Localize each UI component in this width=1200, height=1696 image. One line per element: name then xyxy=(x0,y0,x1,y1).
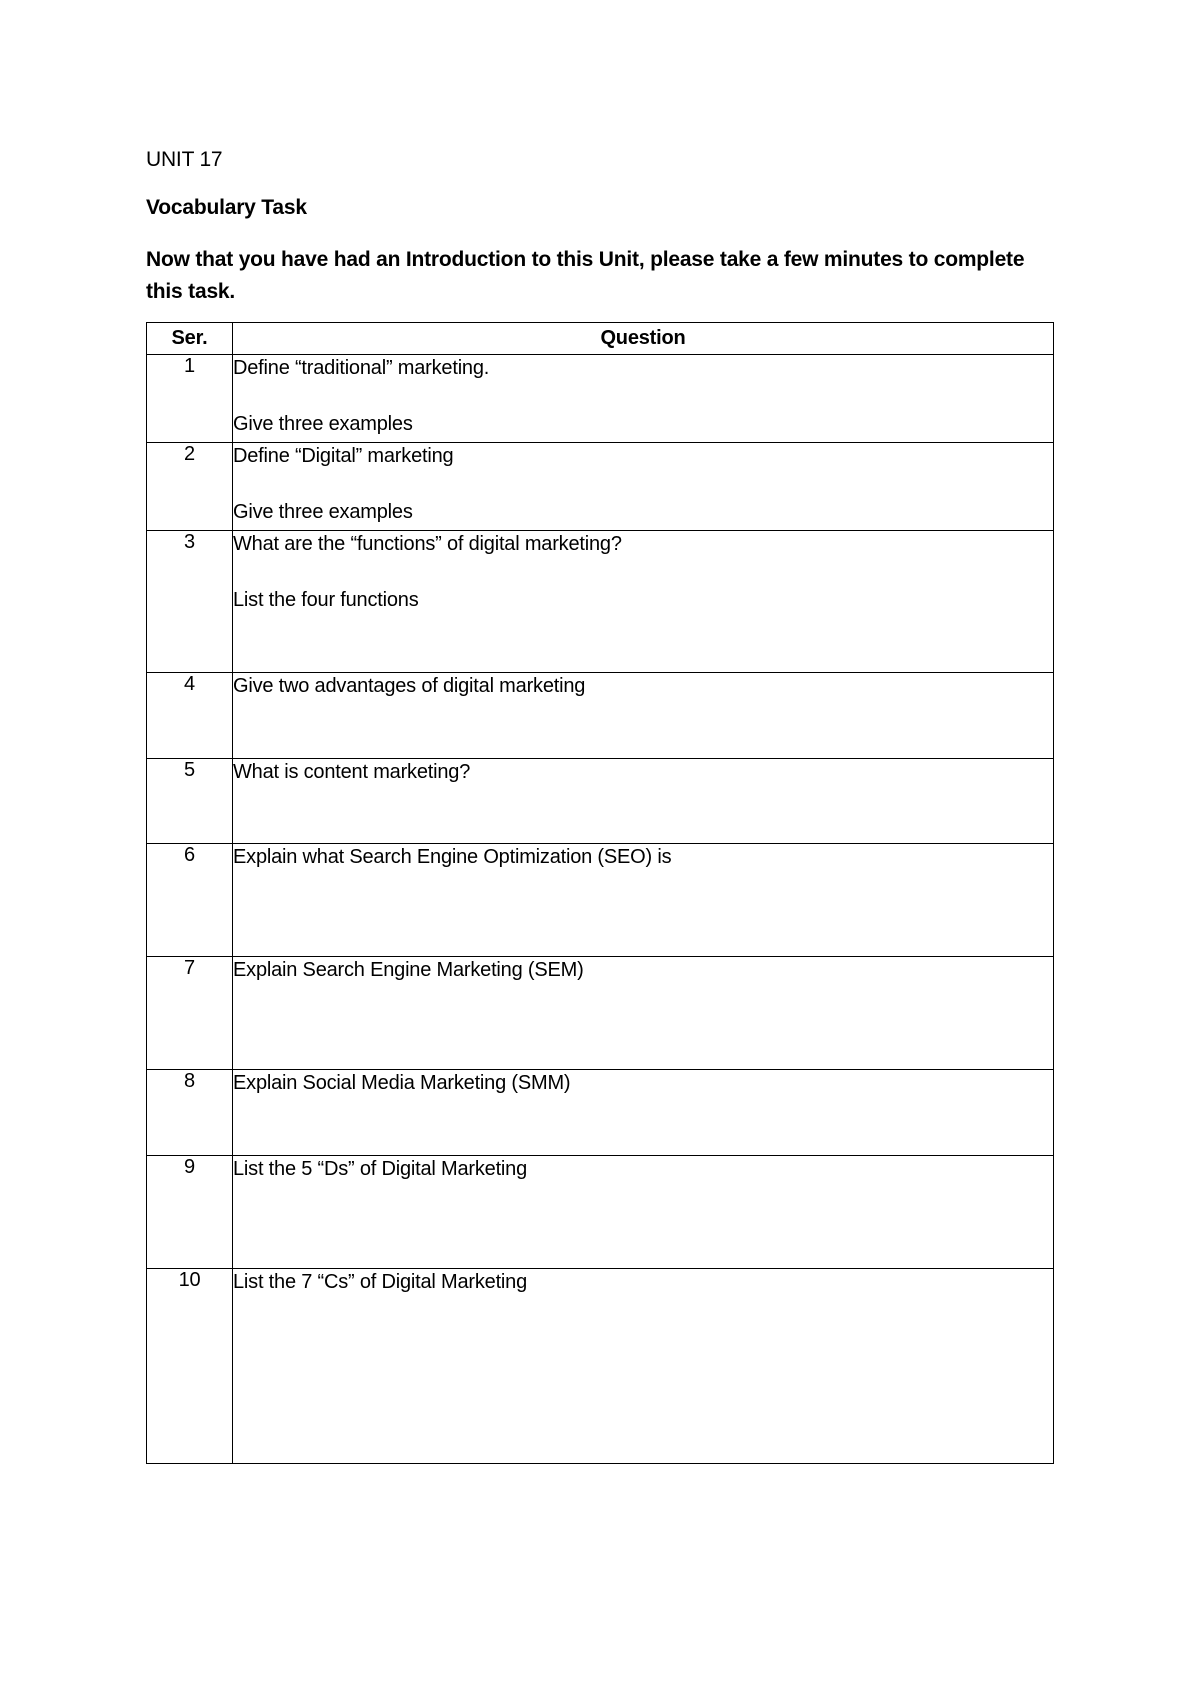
row-question-cell xyxy=(233,1156,1054,1269)
table-row xyxy=(147,844,1054,957)
row-serial: 4 xyxy=(147,673,233,759)
question-text: Define “traditional” marketing. xyxy=(233,357,490,379)
task-instructions: Now that you have had an Introduction to this Unit, please take a few minutes to complete this task. xyxy=(146,248,1025,303)
question-text: What are the “functions” of digital marketing? xyxy=(233,533,622,555)
column-header-ser: Ser. xyxy=(147,323,233,355)
row-question-cell xyxy=(233,443,1054,531)
table-row xyxy=(147,443,1054,531)
row-serial: 6 xyxy=(147,844,233,957)
question-followup: Give three examples xyxy=(233,413,413,435)
question-followup: List the four functions xyxy=(233,589,419,611)
row-serial: 9 xyxy=(147,1156,233,1269)
question-text: List the 7 “Cs” of Digital Marketing xyxy=(233,1271,528,1293)
row-question-cell xyxy=(233,957,1054,1070)
row-serial: 7 xyxy=(147,957,233,1070)
table-row xyxy=(147,355,1054,443)
column-header-question: Question xyxy=(233,323,1054,355)
row-serial: 10 xyxy=(147,1269,233,1464)
row-question-cell xyxy=(233,355,1054,443)
table-row xyxy=(147,673,1054,759)
table-header-row xyxy=(147,323,1054,355)
vocabulary-table xyxy=(146,322,1054,1464)
table-row xyxy=(147,957,1054,1070)
question-text: Explain what Search Engine Optimization (SEO) is xyxy=(233,846,672,868)
row-question-cell xyxy=(233,759,1054,844)
table-row xyxy=(147,1269,1054,1464)
task-title: Vocabulary Task xyxy=(146,196,307,219)
row-question-cell xyxy=(233,1070,1054,1156)
question-followup: Give three examples xyxy=(233,501,413,523)
table-row xyxy=(147,1156,1054,1269)
question-text: List the 5 “Ds” of Digital Marketing xyxy=(233,1158,528,1180)
row-serial: 3 xyxy=(147,531,233,673)
row-question-cell xyxy=(233,844,1054,957)
question-text: Define “Digital” marketing xyxy=(233,445,454,467)
row-serial: 2 xyxy=(147,443,233,531)
question-text: Explain Social Media Marketing (SMM) xyxy=(233,1072,571,1094)
row-serial: 8 xyxy=(147,1070,233,1156)
table-row xyxy=(147,531,1054,673)
question-text: Give two advantages of digital marketing xyxy=(233,675,586,697)
row-serial: 1 xyxy=(147,355,233,443)
row-question-cell xyxy=(233,531,1054,673)
question-text: What is content marketing? xyxy=(233,761,471,783)
table-row xyxy=(147,1070,1054,1156)
row-question-cell xyxy=(233,673,1054,759)
row-question-cell xyxy=(233,1269,1054,1464)
unit-title: UNIT 17 xyxy=(146,148,223,171)
question-text: Explain Search Engine Marketing (SEM) xyxy=(233,959,584,981)
table-row xyxy=(147,759,1054,844)
row-serial: 5 xyxy=(147,759,233,844)
